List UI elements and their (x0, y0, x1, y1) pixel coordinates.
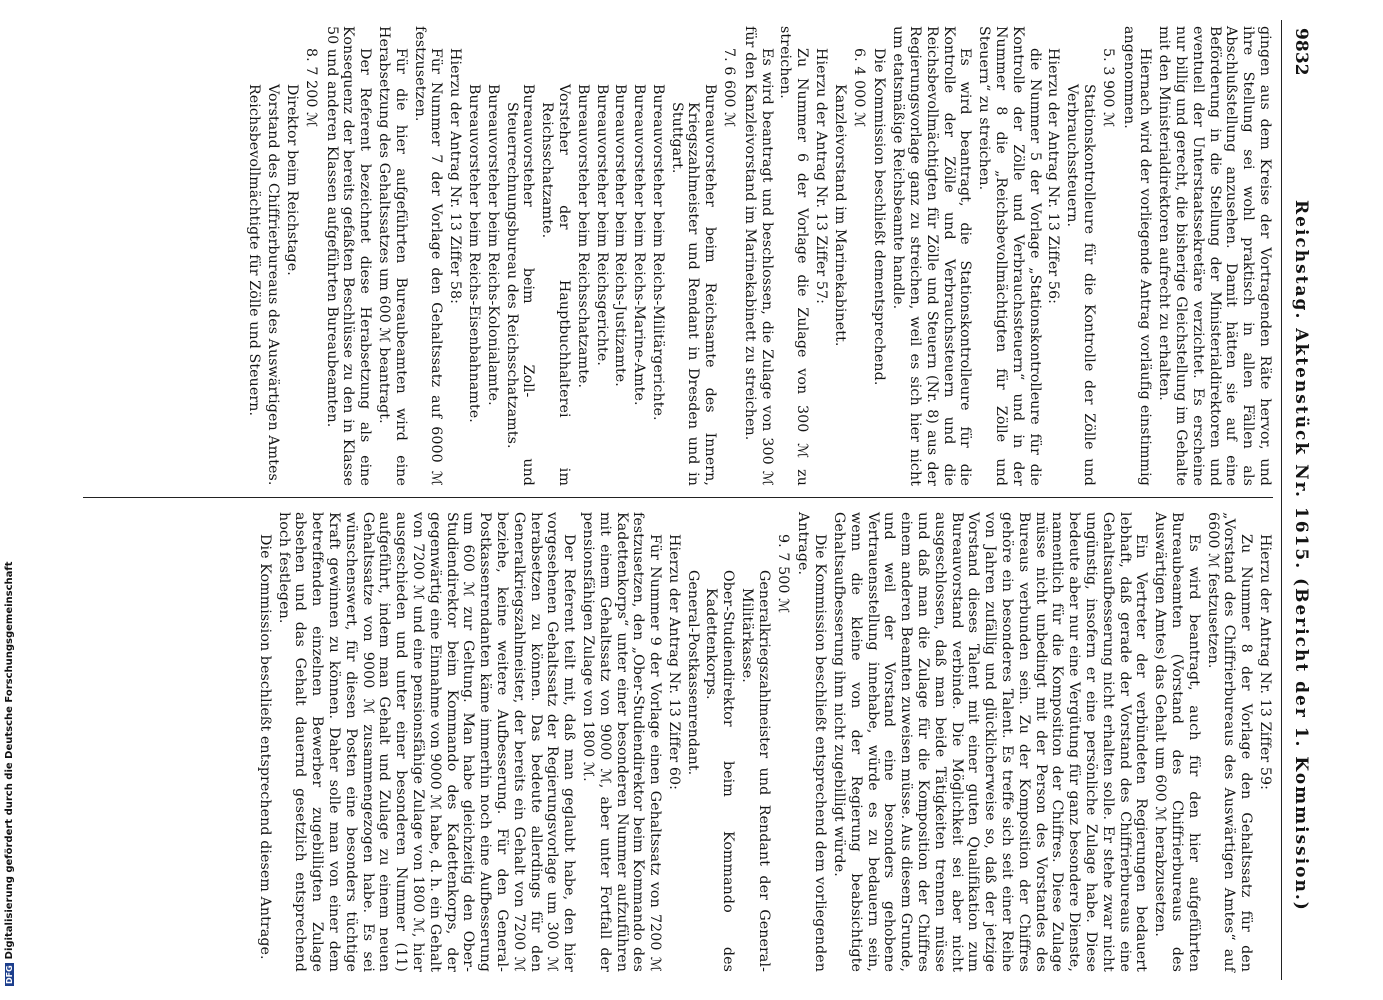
left-column (244, 26, 1273, 486)
paragraph: Hierzu der Antrag Nr. 13 Ziffer 56: (1045, 48, 1062, 305)
paragraph: Es wird beantragt und beschlossen, die Zulage von 300 ℳ für den Kanzleivorstand im Marinekabinett zu streichen. (741, 26, 775, 486)
paragraph: Zu Nummer 6 der Vorlage die Zulage von 300 ℳ zu streichen. (777, 26, 811, 486)
paragraph: Hierzu der Antrag Nr. 13 Ziffer 57: (813, 48, 830, 305)
footer-text: Digitalisierung gefördert durch die Deutsche Forschungsgemeinschaft (4, 561, 15, 960)
paragraph: Bureauvorsteher beim Reichsgerichte. (593, 84, 610, 366)
paragraph: 5. 3 900 ℳ (1099, 48, 1116, 128)
paragraph: Bureauvorsteher beim Zoll- und Steuerrechnungsbureau des Reichsschatzamts. (503, 84, 537, 486)
paragraph: Vorsteher der Hauptbuchhalterei im Reichsschatzamte. (539, 84, 572, 486)
paragraph: Hierzu der Antrag Nr. 13 Ziffer 59: (1257, 534, 1273, 791)
page-number: 9832 (1291, 28, 1311, 76)
paragraph: Für Nummer 7 der Vorlage den Gehaltssatz auf 6000 ℳ festzusetzen. (411, 26, 445, 486)
digitization-footer (4, 0, 16, 986)
paragraph: Bureauvorsteher beim Reichs-Marine-Amte. (631, 84, 648, 406)
paragraph: Für die hier aufgeführten Bureaubeamten wird eine Herabsetzung des Gehaltssatzes um 600 ℳ beantragt. (375, 26, 409, 486)
paragraph: Es wird beantragt, die Stationskontrolleure für die Kontrolle der Zölle und Verbrauchssteuern und die Reichsbevollmächtigten für Zölle und Steuern (Nr. 8) aus der Regierungsvorlage ganz zu streichen, weil es sich hier nicht um etatsmäßige Reichsbeamte handle. (890, 26, 974, 486)
paragraph: die Nummer 5 der Vorlage „Stationskontrolleure für die Kontrolle der Zölle und Verbrauchssteuern“ und in der Nummer 8 die „Reichsbevollmächtigten für Zölle und Steuern“ zu streichen. (976, 26, 1043, 486)
paragraph: Bureauvorsteher beim Reichs-Justizamte. (612, 84, 629, 387)
page-title: Reichstag. Aktenstück Nr. 1615. (Bericht der 1. Kommission.) (1291, 200, 1311, 912)
paragraph: Die Kommission beschließt entsprechend diesem Antrage. (256, 534, 273, 960)
dfg-logo: DFG (5, 965, 14, 984)
paragraph: Der Referent bezeichnet diese Herabsetzung als eine Konsequenz der bereits gefaßten Beschlüsse zu den in Klasse 50 und anderen Klassen aufgeführten Bureaubeamten. (323, 26, 374, 486)
paragraph: 7. 6 600 ℳ (721, 48, 738, 128)
paragraph: Direktor beim Reichstage. (283, 84, 300, 276)
paragraph: Hierzu der Antrag Nr. 13 Ziffer 60: (665, 534, 682, 791)
paragraph: 6. 4 000 ℳ (850, 48, 867, 128)
paragraph: Zu Nummer 8 der Vorlage den Gehaltssatz für den „Vorstand des Chiffrierbureaus des Auswärtigen Amtes“ auf 6600 ℳ festzusetzen. (1204, 512, 1255, 972)
paragraph: Ober-Studiendirektor beim Kommando des Kadettenkorps. (703, 570, 737, 972)
right-column (254, 512, 1273, 972)
paragraph: Bureauvorsteher beim Reichs-Kolonialamte. (484, 84, 501, 406)
paragraph: Bureauvorsteher beim Reichsschatzamte. (574, 84, 591, 389)
paragraph: Es wird beantragt, auch für den hier aufgeführten Bureaubeamten (Vorstand des Chiffrierbureaus des Auswärtigen Amtes) das Gehalt um 600 ℳ herabzusetzen. (1152, 512, 1202, 972)
paragraph: Hiernach wird der vorliegende Antrag vorläufig einstimmig angenommen. (1120, 26, 1154, 486)
paragraph: Bureauvorsteher beim Reichs-Eisenbahnamte. (465, 84, 482, 423)
paragraph: Ein Vertreter der verbündeten Regierungen bedauert lebhaft, daß gerade der Vorstand des Chiffrierbureaus eine Gehaltsaufbesserung nicht erhalten solle. Er stehe zwar nicht ungünstig, insofern er eine persönliche Zulage habe. Diese bedeute aber nur eine Vergütung für ganz besondere Dienste, namentlich für die Komposition der Chiffres. Diese Zulage müsse nicht unbedingt mit der Person des Vorstandes des Bureaus verbunden sein. Zu der Komposition der Chiffres gehöre ein besonderes Talent. Es treffe sich seit einer Reihe von Jahren zufällig und glücklicherweise so, daß der jetzige Vorstand dieses Talent mit einer guten Qualifikation zum Bureauvorstand verbinde. Die Möglichkeit sei aber nicht ausgeschlossen, daß man beide Tätigkeiten trennen müsse und daß man die Zulage für die Komposition der Chiffres einem anderen Beamten zuweisen müsse. Aus diesem Grunde, und weil der Vorstand eine besonders gehobene Vertrauensstellung innehabe, würde es zu bedauern sein, wenn die kleine von der Regierung beabsichtigte Gehaltsaufbesserung ihm nicht zugebilligt würde. (831, 512, 1150, 972)
paragraph: 8. 7 200 ℳ (302, 48, 319, 128)
header-rule (1281, 20, 1282, 980)
paragraph: Stationskontrolleure für die Kontrolle der Zölle und Verbrauchssteuern. (1064, 84, 1098, 486)
paragraph: Hierzu der Antrag Nr. 13 Ziffer 58: (447, 48, 464, 305)
paragraph: Die Kommission beschließt entsprechend dem vorliegenden Antrage. (795, 512, 829, 972)
paragraph: Kanzleivorstand im Marinekabinett. (831, 84, 848, 347)
column-divider (83, 497, 1273, 498)
paragraph: gingen aus dem Kreise der Vortragenden Räte hervor, und ihre Stellung sei wohl praktisch in allen Fällen als Abschlußstellung anzusehen. Damit hätten sie auf eine Beförderung in die Stellung der Ministerialdirektoren und eventuell der Unterstaatssekretäre verzichtet. Es erscheine nur billig und gerecht, die bisherige Gleichstellung im Gehalte mit den Ministerialdirektoren aufrecht zu erhalten. (1156, 26, 1273, 486)
paragraph: Bureauvorsteher beim Reichsamte des Innern, Kriegszahlmeister und Rendant in Dresden und in Stuttgart. (668, 84, 719, 486)
paragraph: Bureauvorsteher beim Reichs-Militärgerichte. (649, 84, 666, 421)
paragraph: Vorstand des Chiffrierbureaus des Auswärtigen Amtes. (265, 84, 282, 486)
page-header (1285, 20, 1315, 980)
paragraph: Generalkriegszahlmeister und Rendant der General-Militärkasse. (739, 570, 772, 972)
paragraph: Der Referent teilt mit, daß man geglaubt habe, den hier vorgesehenen Gehaltssatz der Regierungsvorlage um 300 ℳ herabsetzen zu können. Das bedeute allerdings für den Generalkriegszahlmeister, der bereits ein Gehalt von 7200 ℳ beziehe, keine weitere Aufbesserung. Für den General-Postkassenrendanten käme immerhin noch eine Aufbesserung um 600 ℳ zur Geltung. Man habe gleichzeitig den Ober-Studiendirektor beim Kommando des Kadettenkorps, der gegenwärtig eine Einnahme von 9000 ℳ habe, d. h. ein Gehalt von 7200 ℳ und eine pensionsfähige Zulage von 1800 ℳ, hier ausgeschieden und unter einer besonderen Nummer (11) aufgeführt, indem man Gehalt und Zulage zu einem neuen Gehaltssatze von 9000 ℳ zusammengezogen habe. Es sei wünschenswert, für diesen Posten eine besonders tüchtige Kraft gewinnen zu können. Daher solle man von einer dem betreffenden einzelnen Bewerber zugebilligten Zulage absehen und das Gehalt dauernd gesetzlich entsprechend hoch festlegen. (275, 512, 578, 972)
paragraph: Die Kommission beschließt dementsprechend. (871, 48, 888, 386)
document-page (65, 20, 1315, 980)
paragraph: Reichsbevollmächtigte für Zölle und Steuern. (246, 84, 263, 417)
paragraph: General-Postkassenrendant. (684, 570, 701, 776)
paragraph: 9. 7 500 ℳ (774, 534, 791, 614)
paragraph: Für Nummer 9 der Vorlage einen Gehaltssatz von 7200 ℳ festzusetzen, den „Ober-Studiendirektor beim Kommando des Kadettenkorps“ unter einer besonderen Nummer aufzuführen mit einem Gehaltssatz von 9000 ℳ, aber unter Fortfall der pensionsfähigen Zulage von 1800 ℳ. (579, 512, 664, 972)
